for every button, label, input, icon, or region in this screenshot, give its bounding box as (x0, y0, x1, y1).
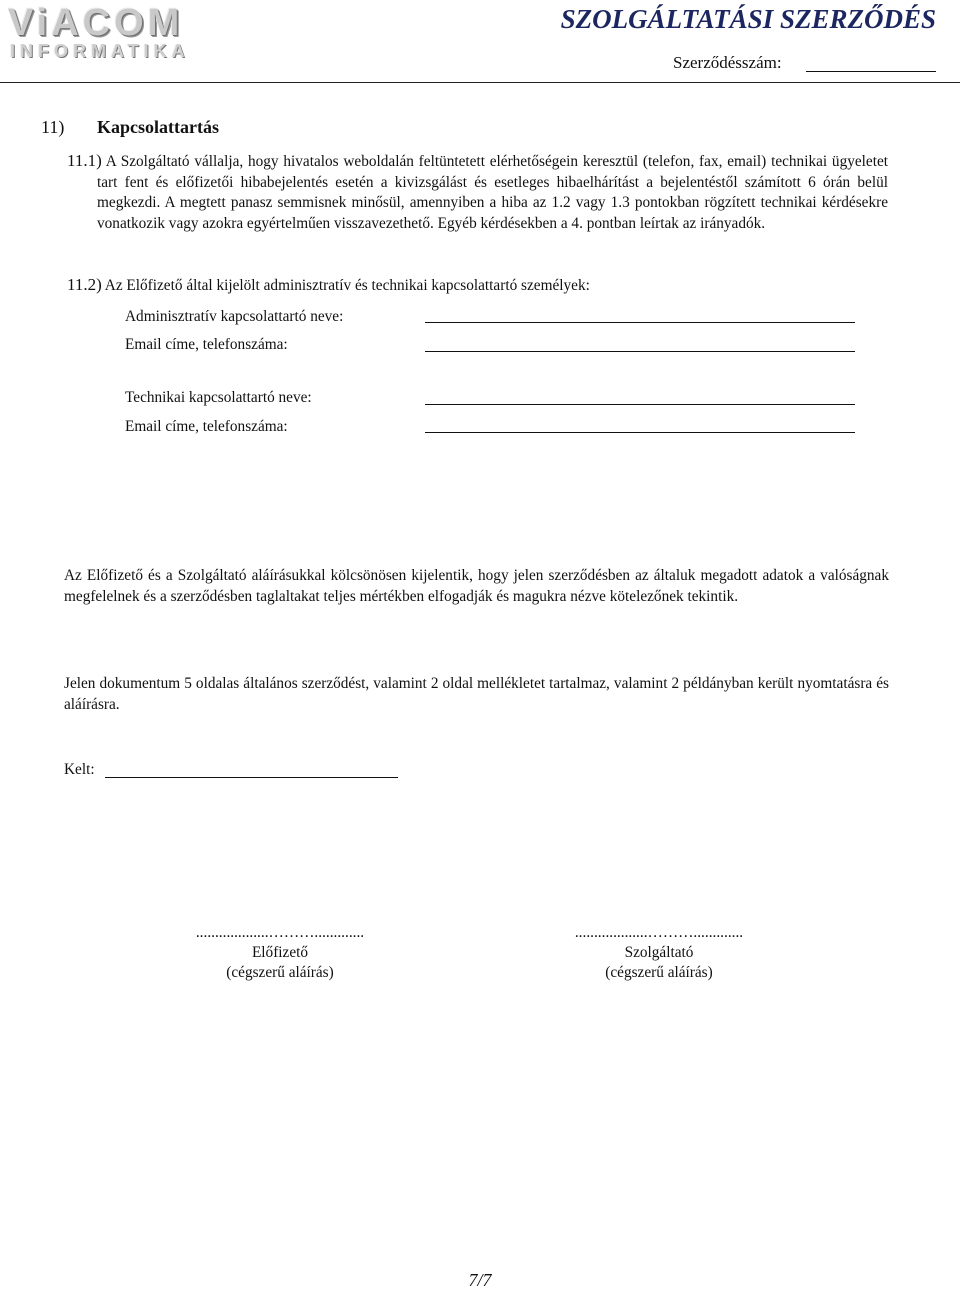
declaration-paragraph: Az Előfizető és a Szolgáltató aláírásukkal kölcsönösen kijelentik, hogy jelen szerződésben az általuk megadott adatok a valóságnak megfelelnek és a szerződésben taglaltakat teljes mértékben elfogadják és magukra nézve kötelezőnek tekintik. (64, 567, 889, 605)
tech-contact-name-label: Technikai kapcsolattartó neve: (125, 389, 312, 406)
contract-number-label: Szerződésszám: (673, 53, 782, 72)
clause-11-1-number: 11.1) (67, 151, 102, 170)
clause-11-1-text: A Szolgáltató vállalja, hogy hivatalos weboldalán feltüntetett elérhetőségein keresztül (telefon, fax, email) technikai ügyeletet tart fent és előfizetői hibabejelentés esetén a kivizsgálást és esetleges hibaelhárítást a bejelentéstől számított 6 órán belül megkezdi. A megtett panasz semmisnek minősül, amennyiben a hiba az 1.2 vagy 1.3 pontokban rögzített technikai kérdésekre vonatkozik vagy azokra egyértelműen visszavezethető. Egyéb kérdésekben a 4. pontban leírtak az irányadók. (97, 153, 888, 232)
clause-11-2-number: 11.2) (67, 275, 102, 294)
tech-contact-name-field[interactable] (425, 404, 855, 405)
subscriber-signature-block (150, 923, 410, 983)
subscriber-signature-note: (cégszerű aláírás) (226, 964, 334, 981)
admin-contact-email-field[interactable] (425, 351, 855, 352)
section-title: Kapcsolattartás (97, 117, 219, 137)
admin-contact-name-label: Adminisztratív kapcsolattartó neve: (125, 308, 344, 325)
page-number: 7/7 (468, 1270, 492, 1290)
kelt-date-field[interactable] (105, 777, 398, 778)
provider-signature-line: ...................………............. (574, 924, 744, 941)
clause-11-2 (67, 275, 907, 297)
logo-sub-text: INFORMATIKA (10, 41, 190, 61)
contract-number-blank (806, 71, 936, 72)
section-number: 11) (41, 117, 65, 137)
subscriber-signature-line: ...................………............. (195, 924, 365, 941)
tech-contact-email-field[interactable] (425, 432, 855, 433)
clause-11-1 (67, 151, 888, 234)
provider-signature-note: (cégszerű aláírás) (605, 964, 713, 981)
company-logo (8, 4, 252, 62)
tech-contact-email-label: Email címe, telefonszáma: (125, 418, 288, 435)
subscriber-role: Előfizető (251, 944, 309, 961)
document-title: SZOLGÁLTATÁSI SZERZŐDÉS (560, 4, 936, 34)
admin-contact-name-field[interactable] (425, 322, 855, 323)
clause-11-2-text: Az Előfizető által kijelölt adminisztratív és technikai kapcsolattartó személyek: (104, 277, 590, 294)
logo-main-text: ViACOM (8, 2, 184, 44)
provider-role: Szolgáltató (624, 944, 694, 961)
kelt-label: Kelt: (64, 761, 95, 778)
header-divider (0, 82, 960, 83)
admin-contact-email-label: Email címe, telefonszáma: (125, 336, 288, 353)
provider-signature-block (529, 923, 789, 983)
document-info-paragraph: Jelen dokumentum 5 oldalas általános szerződést, valamint 2 oldal mellékletet tartalmaz, valamint 2 példányban került nyomtatásra és aláírásra. (64, 675, 889, 713)
